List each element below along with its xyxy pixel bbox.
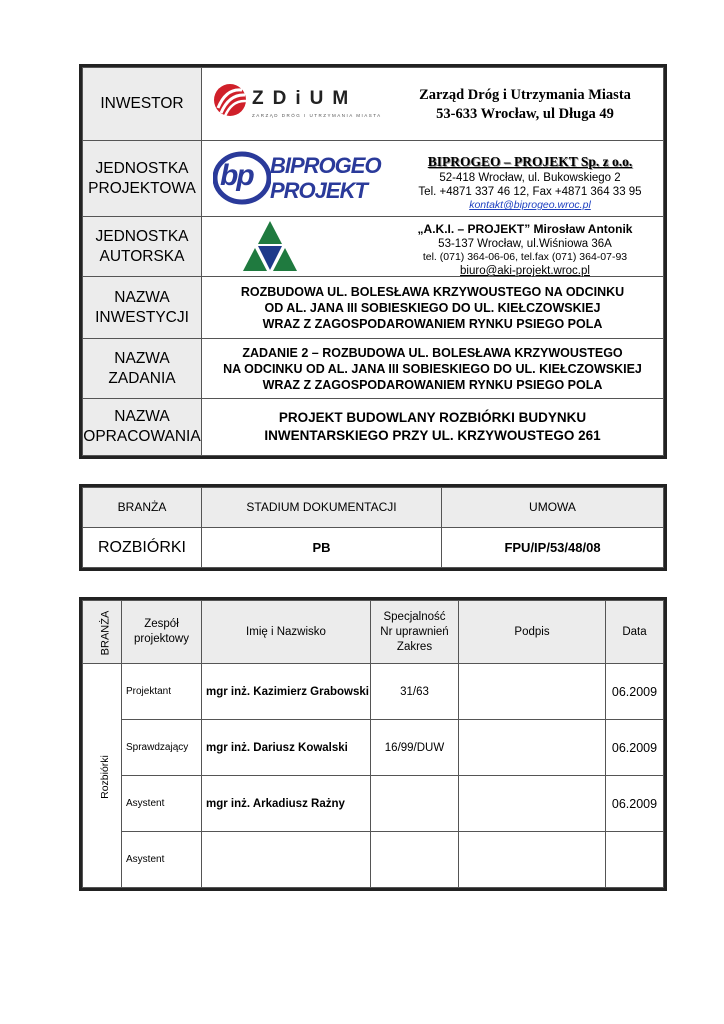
signature-cell	[459, 832, 606, 888]
signature-header: Podpis	[459, 601, 606, 664]
team-block	[79, 597, 667, 891]
doc-branch-value: ROZBIÓRKI	[83, 528, 202, 568]
design-company: BIPROGEO – PROJEKT Sp. z o.o.	[427, 154, 633, 169]
author-unit-cell	[202, 217, 664, 277]
design-unit-cell	[202, 141, 664, 217]
task-name-label: NAZWA ZADANIA	[83, 339, 202, 399]
role-cell: Asystent	[122, 776, 202, 832]
date-cell: 06.2009	[606, 664, 664, 720]
study-name-value: PROJEKT BUDOWLANY ROZBIÓRKI BUDYNKU INWENTARSKIEGO PRZY UL. KRZYWOUSTEGO 261	[202, 399, 664, 456]
biprogeo-logo-words: BIPROGEO PROJEKT	[270, 153, 381, 203]
study-name-label: NAZWA OPRACOWANIA	[83, 399, 202, 456]
license-cell	[371, 776, 459, 832]
aki-logo	[237, 220, 303, 274]
author-phone: tel. (071) 364-06-06, tel.fax (071) 364-07-93	[422, 251, 628, 263]
name-cell: mgr inż. Arkadiusz Rażny	[202, 776, 371, 832]
investor-cell	[202, 68, 664, 141]
author-email[interactable]: biuro@aki-projekt.wroc.pl	[460, 265, 590, 277]
author-company: „A.K.I. – PROJEKT” Mirosław Antonik	[417, 222, 633, 236]
role-cell: Asystent	[122, 832, 202, 888]
doc-stage-value: PB	[202, 528, 442, 568]
doc-contract-header: UMOWA	[442, 488, 664, 528]
design-phone: Tel. +4871 337 46 12, Fax +4871 364 33 95	[418, 186, 642, 198]
investment-name-label: NAZWA INWESTYCJI	[83, 277, 202, 339]
author-unit-label: JEDNOSTKA AUTORSKA	[83, 217, 202, 277]
doc-contract-value: FPU/IP/53/48/08	[442, 528, 664, 568]
name-header: Imię i Nazwisko	[202, 601, 371, 664]
role-cell: Projektant	[122, 664, 202, 720]
specialty-header: Specjalność Nr uprawnień Zakres	[371, 601, 459, 664]
author-address: 53-137 Wrocław, ul.Wiśniowa 36A	[438, 238, 612, 250]
table-row	[83, 664, 664, 720]
task-name-value: ZADANIE 2 – ROZBUDOWA UL. BOLESŁAWA KRZYWOUSTEGO NA ODCINKU OD AL. JANA III SOBIESKIEGO DO UL. KIEŁCZOWSKIEJ WRAZ Z ZAGOSPODAROWANIEM RYNKU PSIEGO POLA	[202, 339, 664, 399]
role-cell: Sprawdzający	[122, 720, 202, 776]
name-cell: mgr inż. Dariusz Kowalski	[202, 720, 371, 776]
zdium-logo-tagline: ZARZĄD DRÓG I UTRZYMANIA MIASTA	[252, 113, 382, 118]
date-header: Data	[606, 601, 664, 664]
zdium-logo-text: ZDiUM	[252, 88, 358, 109]
documentation-block	[79, 484, 667, 571]
investor-address: 53-633 Wrocław, ul Długa 49	[436, 106, 614, 122]
investment-name-value: ROZBUDOWA UL. BOLESŁAWA KRZYWOUSTEGO NA ODCINKU OD AL. JANA III SOBIESKIEGO DO UL. KIEŁCZOWSKIEJ WRAZ Z ZAGOSPODAROWANIEM RYNKU PSIEGO POLA	[202, 277, 664, 339]
signature-cell	[459, 720, 606, 776]
license-cell: 16/99/DUW	[371, 720, 459, 776]
date-cell: 06.2009	[606, 720, 664, 776]
doc-branch-header: BRANŻA	[83, 488, 202, 528]
table-row	[83, 832, 664, 888]
team-branch-name: Rozbiórki	[83, 664, 122, 888]
team-branch-header: BRANŻA	[83, 601, 122, 664]
signature-cell	[459, 664, 606, 720]
table-row	[83, 720, 664, 776]
name-cell	[202, 832, 371, 888]
license-cell	[371, 832, 459, 888]
table-row	[83, 776, 664, 832]
investor-name: Zarząd Dróg i Utrzymania Miasta	[419, 87, 631, 103]
doc-stage-header: STADIUM DOKUMENTACJI	[202, 488, 442, 528]
biprogeo-logo-mark: bp	[220, 159, 253, 192]
team-header: Zespół projektowy	[122, 601, 202, 664]
license-cell: 31/63	[371, 664, 459, 720]
design-email[interactable]: kontakt@biprogeo.wroc.pl	[469, 199, 591, 211]
date-cell	[606, 832, 664, 888]
investor-label: INWESTOR	[83, 68, 202, 141]
title-block	[79, 64, 667, 459]
design-address: 52-418 Wrocław, ul. Bukowskiego 2	[439, 172, 621, 184]
design-unit-label: JEDNOSTKA PROJEKTOWA	[83, 141, 202, 217]
name-cell: mgr inż. Kazimierz Grabowski	[202, 664, 371, 720]
signature-cell	[459, 776, 606, 832]
date-cell: 06.2009	[606, 776, 664, 832]
